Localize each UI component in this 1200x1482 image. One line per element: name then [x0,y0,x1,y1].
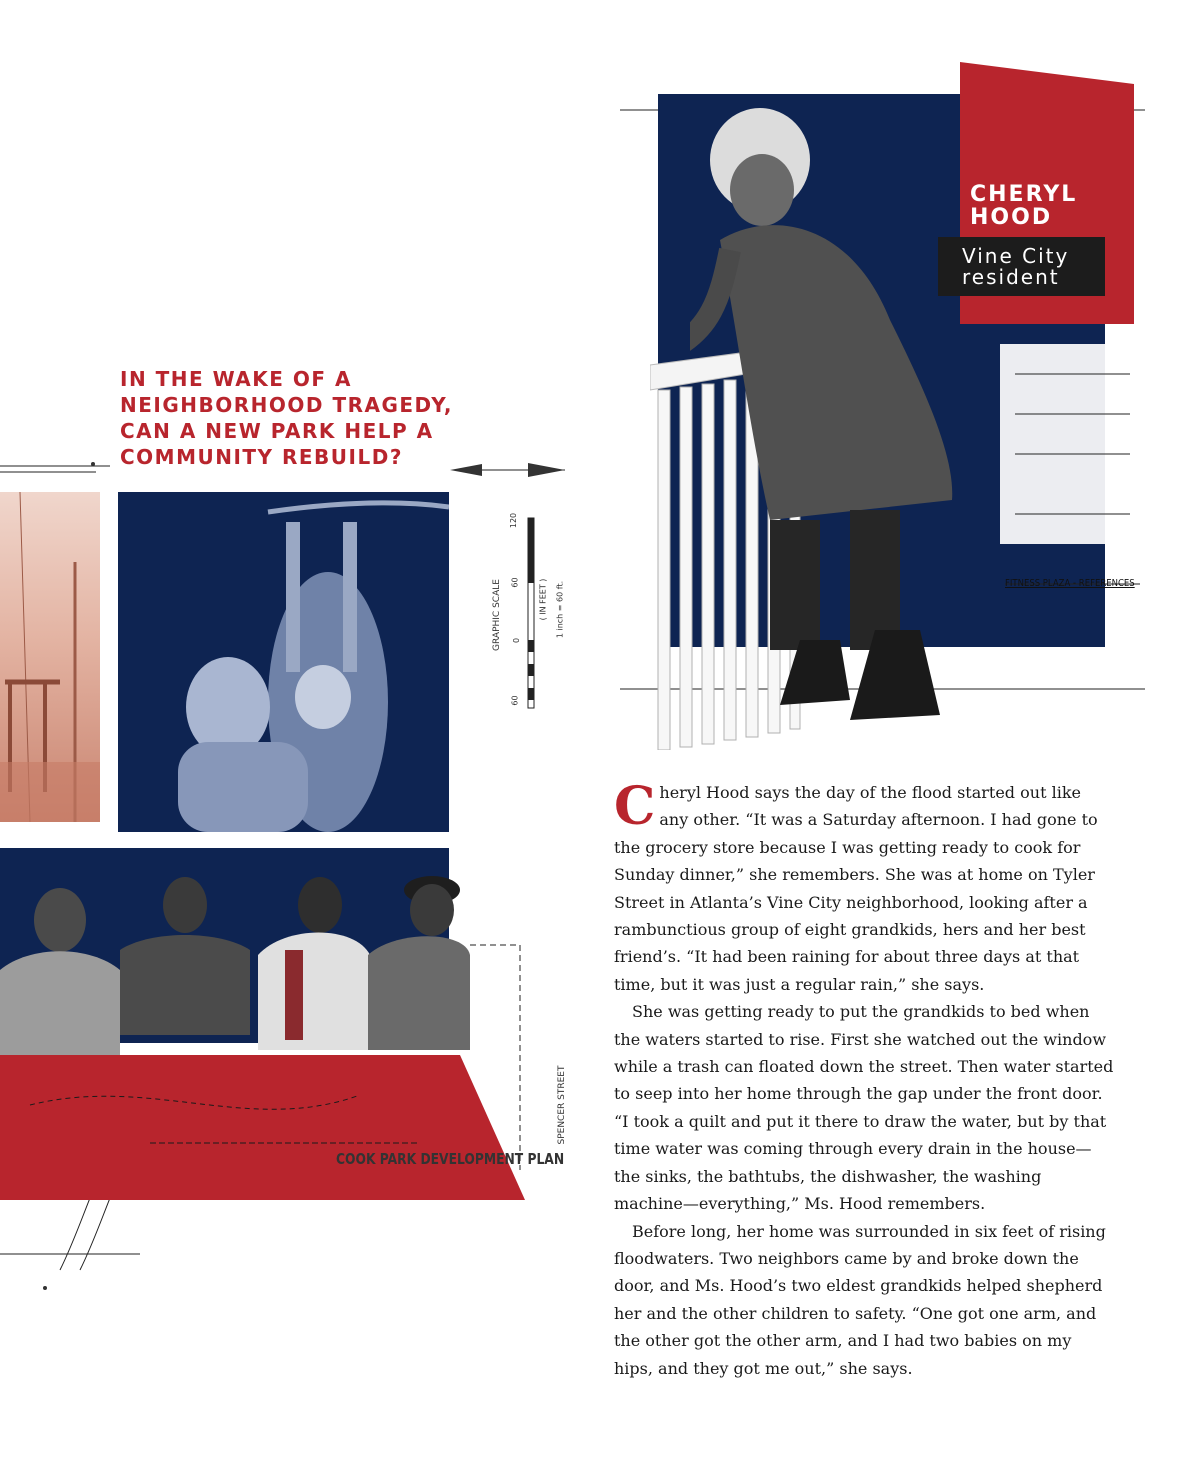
graphic-scale [490,510,580,710]
playground-photo-tinted [0,492,100,822]
family-photo-panel [118,492,449,832]
residents-portrait [0,860,470,1060]
cheryl-hood-figure [690,100,970,725]
article-paragraph: She was getting ready to put the grandkids to bed when the waters started to rise. First she watched out the window while a trash can floated down the street. Then water started to seep into her home through the gap under the front door. “I took a quilt and put it there to draw the water, but by that time water was coming through every drain in the house—the sinks, the bathtubs, the dishwasher, the washing machine—everything,” Ms. Hood remembers. [614,1002,1114,1214]
article-paragraph [614,776,1114,998]
plan-overlay-linework [0,1055,525,1200]
fitness-plaza-label: FITNESS PLAZA - REFERENCES [1005,578,1135,589]
mother-daughter-photo [118,492,449,832]
profile-name [970,183,1077,229]
kicker-line: NEIGHBORHOOD TRAGEDY, [120,393,453,417]
profile-name-line: CHERYL [970,182,1078,207]
scale-tick: 60 [510,577,520,588]
community-group-photo [0,860,470,1060]
profile-role [938,237,1105,296]
scale-bar [490,510,580,710]
scale-tick: 60 [510,695,520,706]
kicker-line: IN THE WAKE OF A [120,367,353,391]
cheryl-hood-portrait [690,100,970,725]
profile-name-line: HOOD [970,205,1053,230]
kicker-line: COMMUNITY REBUILD? [120,445,403,469]
article-paragraph-text: heryl Hood says the day of the flood started out like any other. “It was a Saturday afternoon. I had gone to the grocery store because I was getting ready to cook for Sunday dinner,” she remembers. She was at home on Tyler Street in Atlanta’s Vine City neighborhood, looking after a rambunctious group of eight grandkids, hers and her best friend’s. “It had been raining for about three days at that time, but it was just a regular rain,” she says. [614,783,1098,994]
trees-illustration [0,492,100,822]
article-paragraph: Before long, her home was surrounded in six feet of rising floodwaters. Two neighbors came by and broke down the door, and Ms. Hood’s two eldest grandkids helped shepherd her and the other children to safety. “One got one arm, and the other got the other arm, and I had two babies on my hips, and they got me out,” she says. [614,1221,1106,1378]
spencer-street-label: SPENCER STREET [557,1065,567,1145]
graphic-scale-label: GRAPHIC SCALE [492,579,502,651]
kicker-headline [120,366,500,470]
profile-role-line: resident [962,265,1060,289]
scale-tick: 0 [512,637,522,644]
inch-scale-label: 1 inch = 60 ft. [555,580,565,639]
kicker-line: CAN A NEW PARK HELP A [120,419,434,443]
in-feet-label: ( IN FEET ) [538,578,548,621]
development-plan-label: COOK PARK DEVELOPMENT PLAN [336,1150,565,1168]
article-body [614,776,1114,1382]
drop-cap: C [614,776,656,837]
profile-role-line: Vine City [962,244,1070,268]
scale-tick: 120 [509,512,519,529]
